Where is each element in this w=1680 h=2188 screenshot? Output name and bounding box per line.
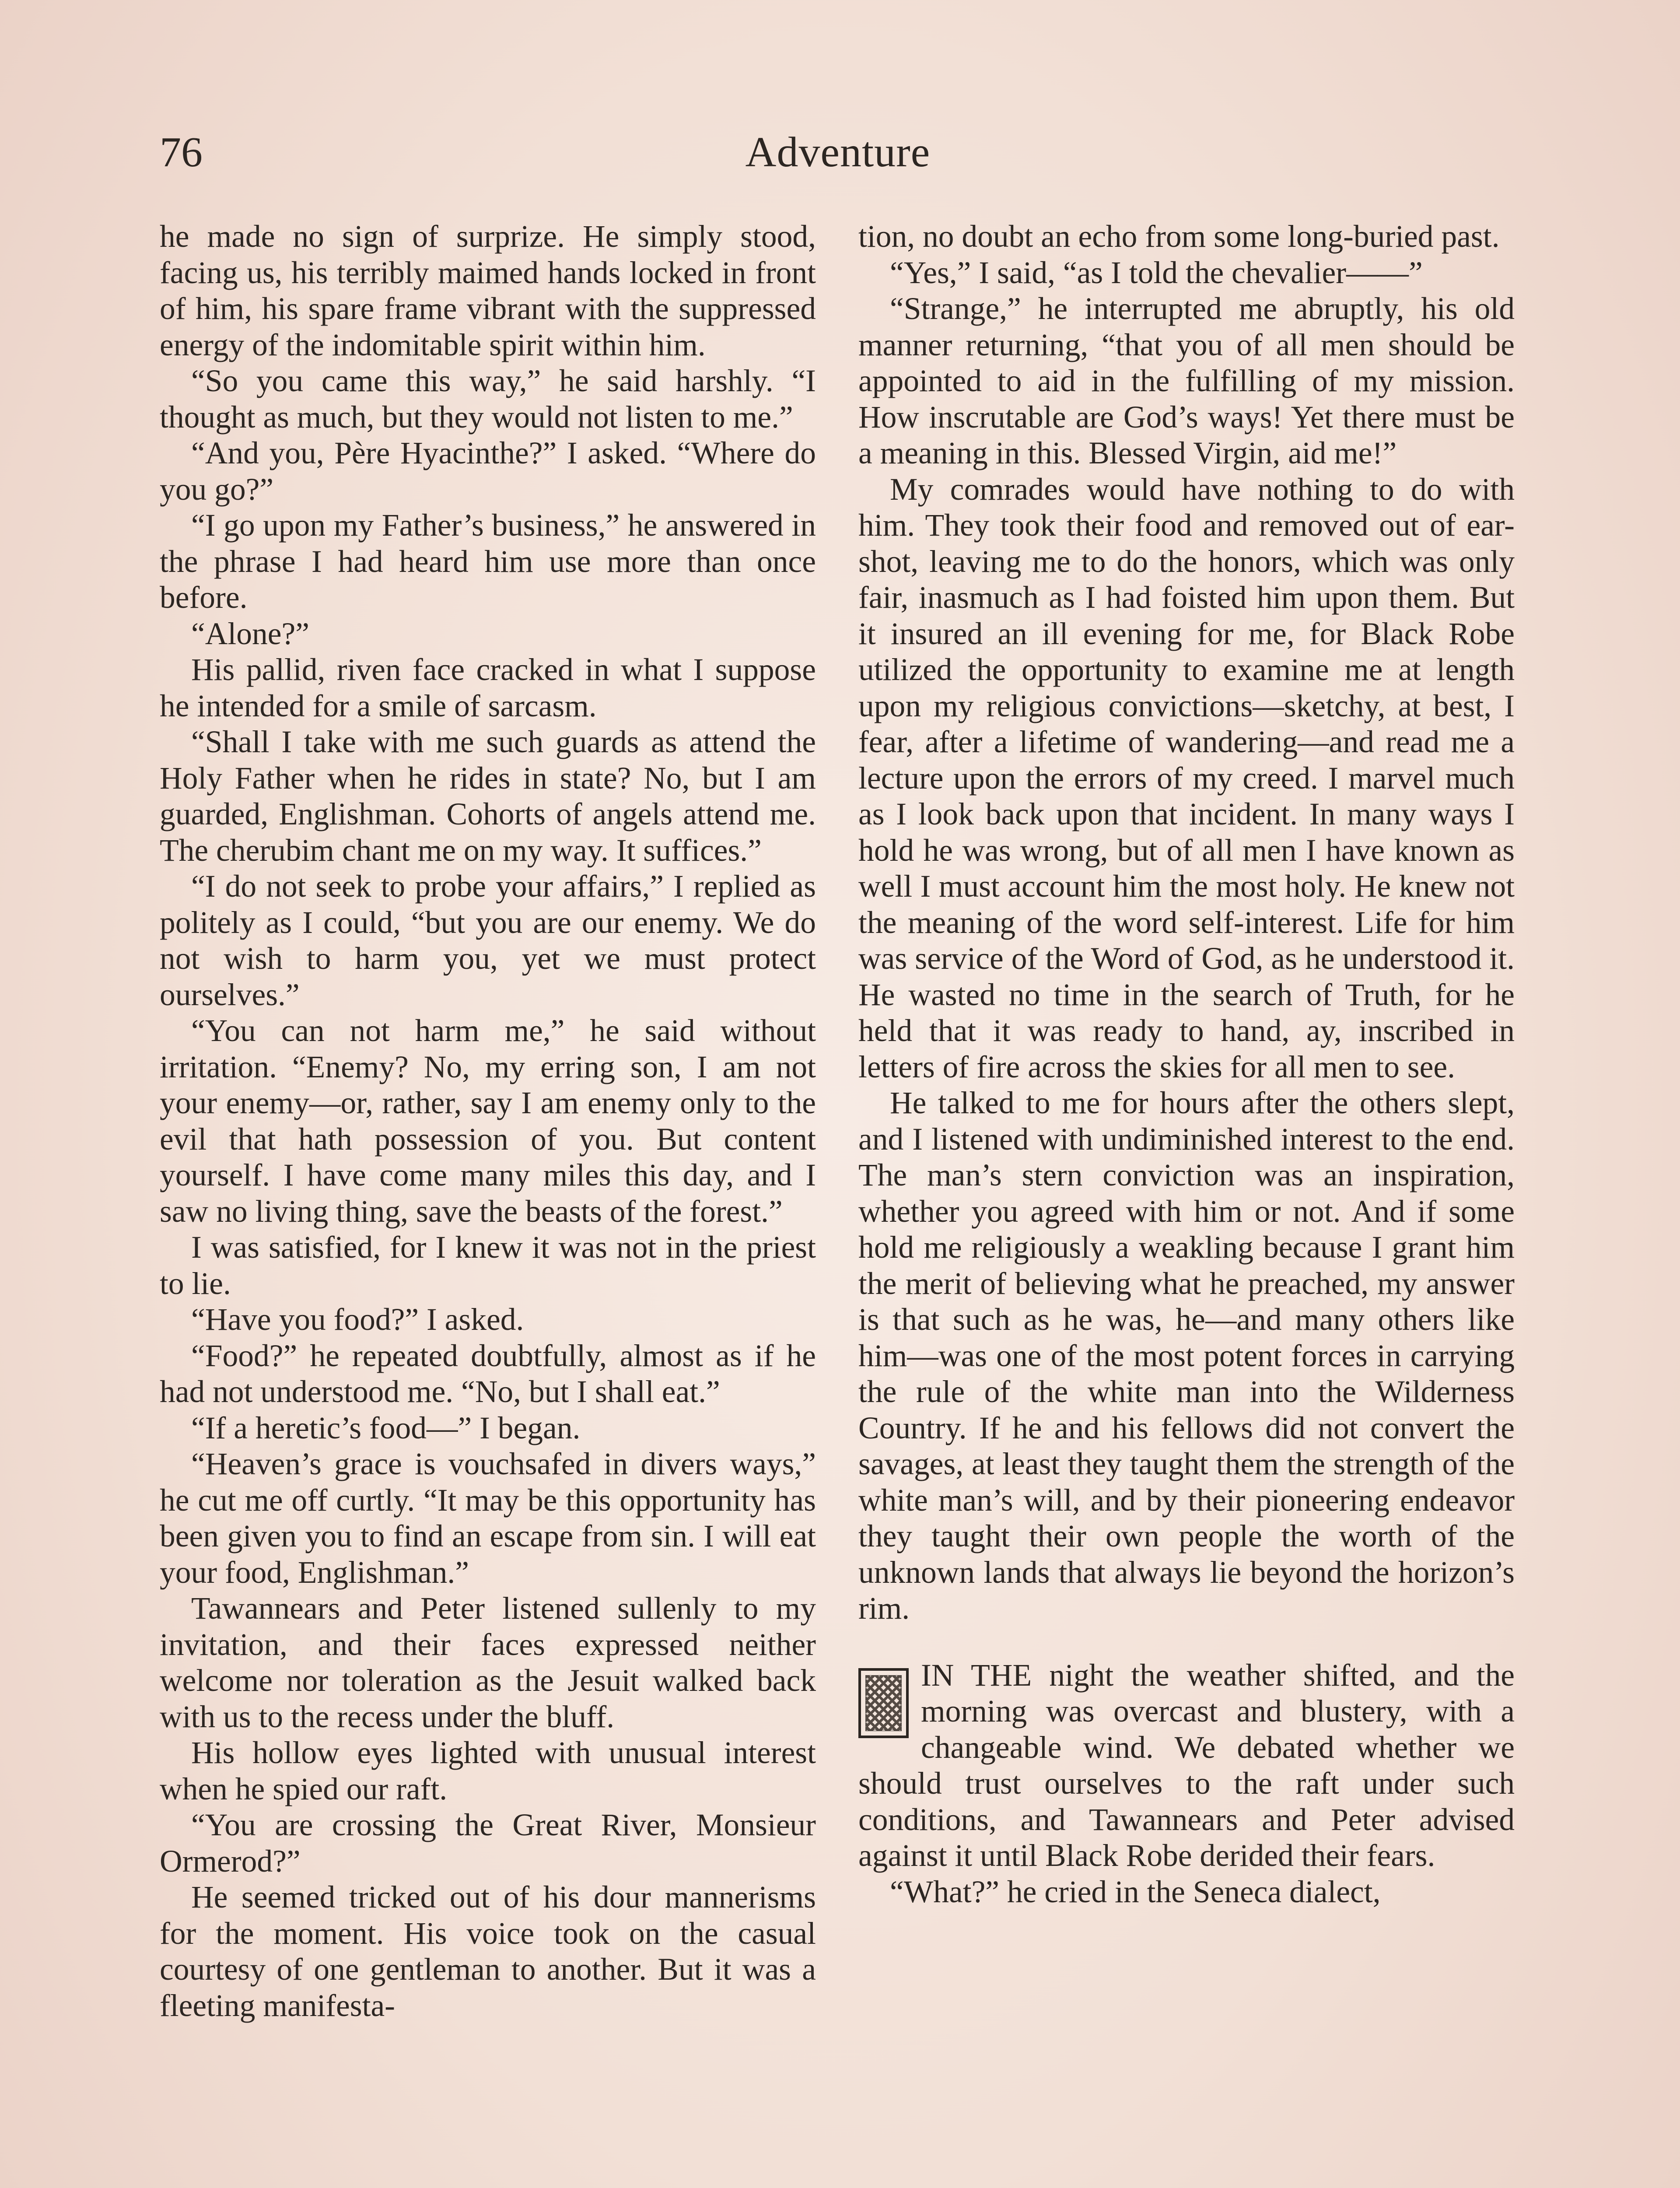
paragraph: “Yes,” I said, “as I told the chevalier——” <box>890 255 1423 290</box>
paragraph: His pallid, riven face cracked in what I suppose he intended for a smile of sarcasm. <box>160 652 816 723</box>
paragraph: He talked to me for hours after the others slept, and I listened with undiminished interest to the end. The man’s stern conviction was an inspiration, whether you agreed with him or not. And if some hold me religiously a weakling because I grant him the merit of believing what he preached, my answer is that such as he was, he—and many others like him—was one of the most potent forces in carrying the rule of the white man into the Wilderness Country. If he and his fellows did not convert the savages, at least they taught them the strength of the white man’s will, and by their pioneering endeavor they taught their own people the worth of the unknown lands that always lie beyond the horizon’s rim. <box>858 1086 1515 1626</box>
paragraph: “What?” he cried in the Seneca dialect, <box>890 1874 1381 1909</box>
paragraph: “Heaven’s grace is vouchsafed in divers ways,” he cut me off curtly. “It may be this opportunity has been given you to find an escape from sin. I will eat your food, Englishman.” <box>160 1447 816 1590</box>
page-header <box>160 126 1516 179</box>
section-break <box>858 1627 1515 1658</box>
paragraph: I was satisfied, for I knew it was not in the priest to lie. <box>160 1230 816 1301</box>
paragraph: Tawannears and Peter listened sullenly to my invitation, and their faces expressed neither welcome nor toleration as the Jesuit walked back with us to the recess under the bluff. <box>160 1591 816 1734</box>
paragraph: “And you, Père Hyacinthe?” I asked. “Where do you go?” <box>160 436 816 507</box>
paragraph: “Food?” he repeated doubtfully, almost as if he had not understood me. “No, but I shall eat.” <box>160 1338 816 1409</box>
running-title: Adventure <box>745 129 931 176</box>
paragraph: “So you came this way,” he said harshly. “I thought as much, but they would not listen to me.” <box>160 364 816 435</box>
right-column <box>858 219 1515 1910</box>
left-column <box>160 219 816 2024</box>
paragraph: he made no sign of surprize. He simply stood, facing us, his terribly maimed hands locked in front of him, his spare frame vibrant with the suppressed energy of the indomitable spirit within him. <box>160 219 816 362</box>
paragraph: His hollow eyes lighted with unusual interest when he spied our raft. <box>160 1736 816 1806</box>
paragraph: “I do not seek to probe your affairs,” I replied as politely as I could, “but you are our enemy. We do not wish to harm you, yet we must protect ourselves.” <box>160 869 816 1012</box>
ornamental-initial-icon <box>858 1668 909 1738</box>
paragraph: “Alone?” <box>191 616 309 651</box>
section-text: night the weather shifted, and the morning was overcast and blustery, with a changeable wind. We debated whether we should trust ourselves to the raft under such conditions, and Tawannears and Peter advised against it until Black Robe derided their fears. <box>858 1658 1515 1873</box>
paragraph: “If a heretic’s food—” I began. <box>191 1410 581 1445</box>
paragraph: “Strange,” he interrupted me abruptly, his old manner returning, “that you of all men should be appointed to aid in the fulfilling of my mission. How inscrutable are God’s ways! Yet there must be a meaning in this. Blessed Virgin, aid me!” <box>858 291 1515 470</box>
paragraph: He seemed tricked out of his dour mannerisms for the moment. His voice took on the casual courtesy of one gentleman to another. But it was a fleeting manifesta- <box>160 1880 816 2023</box>
section-opening-paragraph <box>858 1658 1515 1874</box>
paragraph: “I go upon my Father’s business,” he answered in the phrase I had heard him use more than once before. <box>160 508 816 615</box>
section-lead: IN THE <box>921 1658 1032 1693</box>
page-number: 76 <box>160 129 203 176</box>
paragraph: My comrades would have nothing to do with him. They took their food and removed out of ear-shot, leaving me to do the honors, which was only fair, inasmuch as I had foisted him upon them. But it insured an ill evening for me, for Black Robe utilized the opportunity to examine me at length upon my religious convictions—sketchy, at best, I fear, after a lifetime of wandering—and read me a lecture upon the errors of my creed. I marvel much as I look back upon that incident. In many ways I hold he was wrong, but of all men I have known as well I must account him the most holy. He knew not the meaning of the word self-interest. Life for him was service of the Word of God, as he understood it. He wasted no time in the search of Truth, for he held that it was ready to hand, ay, inscribed in letters of fire across the skies for all men to see. <box>858 472 1515 1084</box>
paragraph: “Have you food?” I asked. <box>191 1302 524 1337</box>
paragraph: tion, no doubt an echo from some long-buried past. <box>858 219 1500 254</box>
paragraph: “Shall I take with me such guards as attend the Holy Father when he rides in state? No, but I am guarded, Englishman. Cohorts of angels attend me. The cherubim chant me on my way. It suffices.” <box>160 725 816 868</box>
paragraph: “You are crossing the Great River, Monsieur Ormerod?” <box>160 1808 816 1879</box>
paragraph: “You can not harm me,” he said without irritation. “Enemy? No, my erring son, I am not your enemy—or, rather, say I am enemy only to the evil that hath possession of you. But content yourself. I have come many miles this day, and I saw no living thing, save the beasts of the forest.” <box>160 1013 816 1229</box>
